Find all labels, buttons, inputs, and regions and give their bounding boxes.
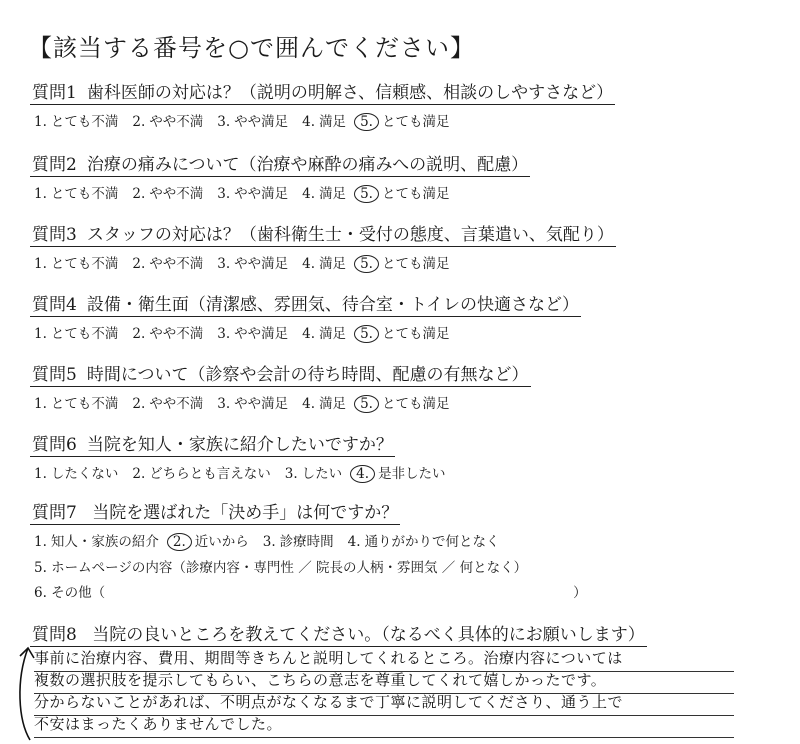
option-4[interactable] — [302, 392, 346, 412]
handwritten-line — [34, 672, 734, 694]
question-text: 当院を選ばれた「決め手」は何ですか？ — [92, 503, 399, 523]
handwritten-text: 複数の選択肢を提示してもらい、こちらの意志を尊重してくれて嬉しかったです。 — [34, 671, 607, 689]
circled-option-number: 4. — [350, 465, 375, 483]
handwritten-answer — [34, 650, 764, 738]
option-label: 近いから — [194, 534, 249, 550]
option-number: 3. — [262, 534, 276, 550]
option-number: 3. — [217, 396, 231, 412]
handwritten-text: 事前に治療内容、費用、期間等きちんと説明してくれるところ。治療内容については — [34, 649, 623, 667]
option-label: やや不満 — [149, 396, 204, 412]
option-1[interactable] — [34, 252, 118, 272]
question-title — [30, 498, 400, 525]
circled-option-number: 5. — [354, 185, 379, 203]
option-1[interactable] — [34, 392, 118, 412]
option-label: とても満足 — [381, 114, 450, 130]
option-1[interactable] — [34, 530, 159, 550]
question-number: 質問8 — [32, 625, 77, 645]
circled-option-number: 2. — [167, 533, 192, 551]
option-number: 3. — [217, 326, 231, 342]
option-label: やや不満 — [149, 256, 204, 272]
question-number: 質問1 — [32, 83, 77, 103]
question-text: 当院を知人・家族に紹介したいですか？ — [86, 435, 393, 455]
option-row — [30, 392, 660, 413]
option-number: 2. — [132, 256, 146, 272]
question-8 — [30, 620, 660, 647]
option-2[interactable] — [132, 182, 203, 202]
option-number: 1. — [34, 466, 47, 482]
option-label: 満足 — [319, 396, 347, 412]
option-number: 1. — [34, 534, 47, 550]
option-4[interactable] — [348, 530, 500, 550]
option-3[interactable] — [217, 322, 288, 342]
option-label: やや不満 — [149, 326, 204, 342]
option-number: 2. — [132, 186, 146, 202]
question-title — [30, 290, 581, 317]
option-number: 2. — [132, 326, 146, 342]
circled-option-number: 5. — [354, 325, 379, 343]
question-number: 質問3 — [32, 225, 77, 245]
option-5[interactable] — [360, 252, 449, 273]
option-label: やや不満 — [149, 186, 204, 202]
option-2[interactable] — [132, 110, 203, 130]
option-label: やや満足 — [234, 114, 289, 130]
question-text: 治療の痛みについて（治療や麻酔の痛みへの説明、配慮） — [86, 155, 529, 175]
option-label: 満足 — [319, 326, 347, 342]
option-label: とても満足 — [381, 396, 450, 412]
handwritten-line — [34, 650, 734, 672]
option-label: 診療時間 — [279, 534, 334, 550]
option-row — [30, 182, 660, 203]
option-2[interactable] — [132, 392, 203, 412]
option-1[interactable] — [34, 462, 118, 482]
question-title — [30, 220, 616, 247]
option-label: やや満足 — [234, 326, 289, 342]
option-number: 4. — [302, 396, 316, 412]
option-2[interactable] — [132, 252, 203, 272]
question-text: 歯科医師の対応は？（説明の明解さ、信頼感、相談のしやすさなど） — [86, 83, 614, 103]
circled-option-number: 5. — [354, 395, 379, 413]
option-1[interactable] — [34, 322, 118, 342]
option-row — [30, 462, 660, 483]
question-title — [30, 430, 395, 457]
option-4[interactable] — [302, 252, 346, 272]
option-number: 4. — [302, 256, 316, 272]
handwritten-text: 分からないことがあれば、不明点がなくなるまで丁寧に説明してくださり、通う上で — [34, 693, 624, 711]
circled-option-number: 5. — [354, 113, 379, 131]
option-number: 3. — [217, 114, 231, 130]
option-number: 2. — [132, 396, 146, 412]
option-4[interactable] — [302, 322, 346, 342]
option-5[interactable] — [360, 322, 449, 343]
option-label: 是非したい — [378, 466, 446, 482]
option-label: とても不満 — [50, 326, 119, 342]
question-2 — [30, 150, 660, 203]
option-row — [30, 322, 660, 343]
option-3[interactable] — [217, 182, 288, 202]
option-number: 1. — [34, 186, 47, 202]
option-3[interactable] — [217, 252, 288, 272]
option-3[interactable] — [263, 530, 334, 550]
option-label: どちらとも言えない — [149, 466, 271, 482]
question-number: 質問2 — [32, 155, 77, 175]
option-number: 4. — [347, 534, 361, 550]
question-number: 質問6 — [32, 435, 77, 455]
question-text: 当院の良いところを教えてください。（なるべく具体的にお願いします） — [92, 625, 645, 645]
option-2[interactable] — [173, 530, 249, 551]
question-number: 質問5 — [32, 365, 77, 385]
option-other-close: ） — [573, 585, 587, 601]
option-number: 4. — [302, 326, 316, 342]
handwritten-text: 不安はまったくありませんでした。 — [34, 715, 283, 733]
option-label: 満足 — [319, 114, 347, 130]
handwritten-line — [34, 694, 734, 716]
question-text: 時間について（診察や会計の待ち時間、配慮の有無など） — [86, 365, 529, 385]
option-1[interactable] — [34, 110, 118, 130]
question-number: 質問7 — [32, 503, 77, 523]
question-title — [30, 360, 531, 387]
page-title: 【該当する番号を○で囲んでください】 — [28, 34, 475, 62]
option-3[interactable] — [285, 462, 342, 482]
question-7 — [30, 498, 660, 601]
option-number: 3. — [284, 466, 298, 482]
option-number: 2. — [132, 114, 146, 130]
option-label: とても不満 — [50, 186, 119, 202]
option-row — [30, 530, 660, 551]
option-2[interactable] — [132, 322, 203, 342]
question-6 — [30, 430, 660, 483]
option-4[interactable] — [302, 110, 346, 130]
option-label: やや不満 — [149, 114, 204, 130]
option-number: 4. — [302, 114, 316, 130]
option-row — [30, 252, 660, 273]
option-homepage[interactable]: 5. ホームページの内容（診療内容・専門性 ／ 院長の人柄・雰囲気 ／ 何となく） — [34, 560, 528, 576]
option-label: したくない — [50, 466, 119, 482]
option-label: 満足 — [319, 256, 347, 272]
option-label: したい — [301, 466, 343, 482]
option-label: とても満足 — [381, 256, 450, 272]
question-text: 設備・衛生面（清潔感、雰囲気、待合室・トイレの快適さなど） — [86, 295, 579, 315]
option-3[interactable] — [217, 110, 288, 130]
option-label: やや満足 — [234, 186, 289, 202]
option-number: 4. — [302, 186, 316, 202]
option-other[interactable]: 6. その他（ — [34, 585, 106, 601]
question-title — [30, 620, 647, 647]
handwritten-line — [34, 716, 734, 738]
option-number: 1. — [34, 396, 47, 412]
option-label: とても満足 — [381, 326, 450, 342]
option-row — [30, 581, 660, 601]
option-label: とても不満 — [50, 114, 119, 130]
option-label: やや満足 — [234, 256, 289, 272]
option-1[interactable] — [34, 182, 118, 202]
option-5[interactable] — [360, 182, 449, 203]
option-label: 満足 — [319, 186, 347, 202]
option-label: とても不満 — [50, 256, 119, 272]
question-3 — [30, 220, 660, 273]
circled-option-number: 5. — [354, 255, 379, 273]
option-number: 1. — [34, 326, 47, 342]
question-4 — [30, 290, 660, 343]
option-5[interactable] — [360, 110, 449, 131]
option-number: 3. — [217, 186, 231, 202]
option-label: とても不満 — [50, 396, 119, 412]
option-2[interactable] — [132, 462, 270, 482]
question-title — [30, 78, 615, 105]
question-text: スタッフの対応は？（歯科衛生士・受付の態度、言葉遣い、気配り） — [86, 225, 614, 245]
question-title — [30, 150, 530, 177]
question-number: 質問4 — [32, 295, 77, 315]
question-5 — [30, 360, 660, 413]
option-label: とても満足 — [381, 186, 450, 202]
option-5[interactable] — [360, 392, 449, 413]
option-3[interactable] — [217, 392, 288, 412]
option-number: 3. — [217, 256, 231, 272]
option-number: 2. — [132, 466, 146, 482]
option-number: 1. — [34, 114, 47, 130]
option-label: 通りがかりで何となく — [364, 534, 500, 550]
option-label: やや満足 — [234, 396, 289, 412]
option-label: 知人・家族の紹介 — [50, 534, 159, 550]
option-row — [30, 110, 660, 131]
option-4[interactable] — [302, 182, 346, 202]
option-row — [30, 556, 660, 576]
option-4[interactable] — [356, 462, 445, 483]
question-1 — [30, 78, 660, 131]
option-number: 1. — [34, 256, 47, 272]
